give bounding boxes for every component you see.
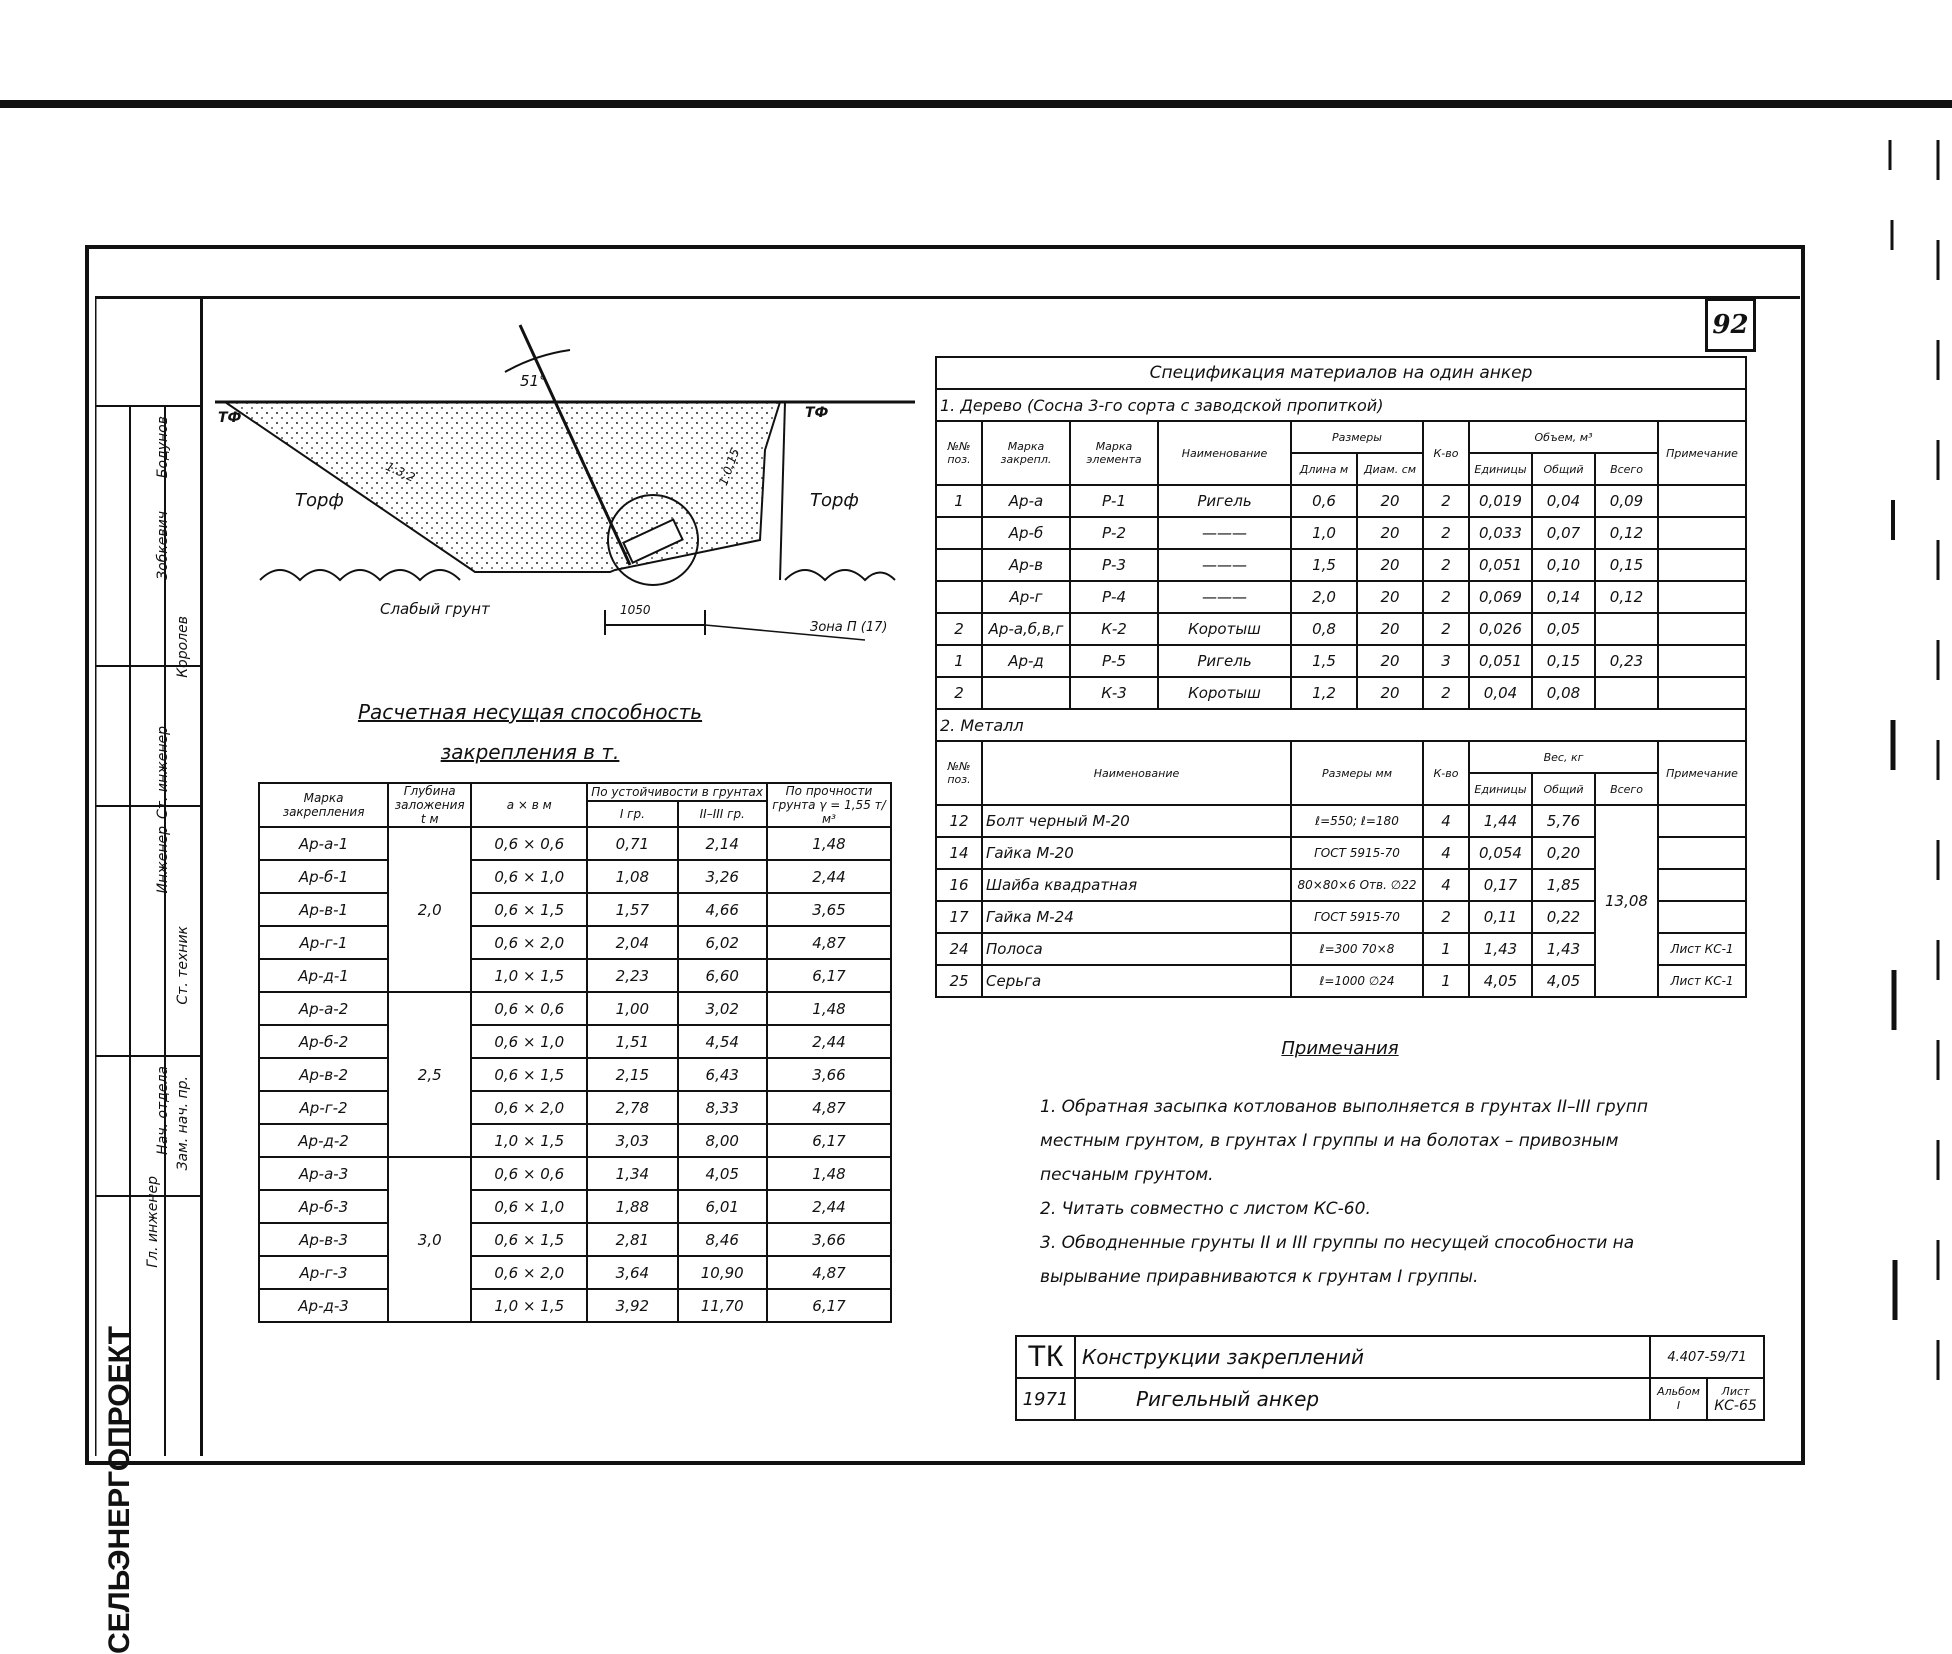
- size-cell: 0,6 × 2,0: [471, 1256, 587, 1289]
- metal-note-cell: [1658, 901, 1746, 933]
- wood-all-cell: 0,12: [1595, 581, 1658, 613]
- wood-diam-cell: 20: [1357, 581, 1423, 613]
- zone-label: Зона П (17): [810, 620, 888, 635]
- wood-row: [936, 613, 1746, 645]
- metal-size-cell: ℓ=1000 ∅24: [1291, 965, 1423, 997]
- strength-cell: 3,65: [767, 893, 891, 926]
- size-cell: 1,0 × 1,5: [471, 959, 587, 992]
- col-group-1: I гр.: [587, 801, 677, 827]
- size-cell: 0,6 × 1,0: [471, 1190, 587, 1223]
- side-row-7: Нач. отдела: [155, 1066, 171, 1155]
- wood-note-cell: [1658, 485, 1746, 517]
- anchor-diagram: [215, 310, 915, 650]
- size-cell: 0,6 × 1,5: [471, 1223, 587, 1256]
- group23-cell: 2,14: [678, 827, 767, 860]
- wood-qty-cell: 3: [1423, 645, 1469, 677]
- capacity-row: [259, 1091, 891, 1124]
- wood-tot-cell: 0,07: [1532, 517, 1595, 549]
- slope-left-label: 1:3,2: [383, 459, 418, 485]
- wood-row: [936, 581, 1746, 613]
- metal-note-cell: Лист КС-1: [1658, 965, 1746, 997]
- capacity-row: [259, 1223, 891, 1256]
- anchor-mark-cell: Ар-в-3: [259, 1223, 388, 1256]
- wood-len-cell: 1,5: [1291, 549, 1357, 581]
- side-row-3: Королев: [175, 616, 191, 678]
- size-cell: 0,6 × 2,0: [471, 926, 587, 959]
- wood-elem-cell: К-3: [1070, 677, 1158, 709]
- org-name: СЕЛЬЭНЕРГОПРОЕКТ: [103, 1326, 136, 1654]
- capacity-row: [259, 1256, 891, 1289]
- strength-cell: 4,87: [767, 1256, 891, 1289]
- wood-unit-cell: 0,033: [1469, 517, 1532, 549]
- anchor-mark-cell: Ар-б-2: [259, 1025, 388, 1058]
- wood-all-cell: 0,09: [1595, 485, 1658, 517]
- wood-all-cell: 0,23: [1595, 645, 1658, 677]
- wood-anchor-cell: Ар-в: [982, 549, 1070, 581]
- note-item-3: 3. Обводненные грунты II и III группы по несущей способности на вырывание приравниваются к грунтам I группы.: [1040, 1233, 1635, 1287]
- wood-diam-cell: 20: [1357, 549, 1423, 581]
- wood-anchor-cell: [982, 677, 1070, 709]
- metal-qty-cell: 4: [1423, 837, 1469, 869]
- wood-len-cell: 1,5: [1291, 645, 1357, 677]
- wood-anchor-cell: Ар-а,б,в,г: [982, 613, 1070, 645]
- side-row-9: Гл. инженер: [145, 1176, 161, 1268]
- strength-cell: 2,44: [767, 1190, 891, 1223]
- group1-cell: 2,04: [587, 926, 677, 959]
- metal-total-cell: 0,22: [1532, 901, 1595, 933]
- anchor-mark-cell: Ар-б-3: [259, 1190, 388, 1223]
- depth-cell: 2,0: [388, 827, 471, 992]
- wood-qty-cell: 2: [1423, 485, 1469, 517]
- wood-note-cell: [1658, 517, 1746, 549]
- group1-cell: 1,51: [587, 1025, 677, 1058]
- metal-unit-cell: 1,44: [1469, 805, 1532, 837]
- group1-cell: 1,34: [587, 1157, 677, 1190]
- strength-cell: 6,17: [767, 959, 891, 992]
- group1-cell: 0,71: [587, 827, 677, 860]
- metal-total-cell: 1,85: [1532, 869, 1595, 901]
- metal-name-cell: Полоса: [982, 933, 1291, 965]
- left-soil-label: Торф: [295, 490, 344, 511]
- wood-diam-cell: 20: [1357, 677, 1423, 709]
- wood-unit-cell: 0,069: [1469, 581, 1532, 613]
- size-cell: 0,6 × 1,0: [471, 860, 587, 893]
- wood-elem-cell: Р-1: [1070, 485, 1158, 517]
- wood-elem-cell: Р-4: [1070, 581, 1158, 613]
- metal-size-cell: ℓ=300 70×8: [1291, 933, 1423, 965]
- metal-name-cell: Болт черный М-20: [982, 805, 1291, 837]
- metal-size-cell: 80×80×6 Отв. ∅22: [1291, 869, 1423, 901]
- wood-name-cell: Коротыш: [1158, 677, 1291, 709]
- capacity-title-2: закрепления в т.: [440, 740, 620, 764]
- size-cell: 0,6 × 0,6: [471, 1157, 587, 1190]
- metal-col-size: Размеры мм: [1291, 741, 1423, 805]
- wood-note-cell: [1658, 645, 1746, 677]
- wood-row: [936, 517, 1746, 549]
- strength-cell: 6,17: [767, 1289, 891, 1322]
- wood-diam-cell: 20: [1357, 613, 1423, 645]
- wood-row: [936, 677, 1746, 709]
- anchor-mark-cell: Ар-г-1: [259, 926, 388, 959]
- side-row-8: Зам. нач. пр.: [175, 1076, 191, 1171]
- side-row-1: Бодунов: [155, 416, 171, 479]
- side-row-5: Инженер: [155, 826, 171, 894]
- metal-total-cell: 0,20: [1532, 837, 1595, 869]
- metal-qty-cell: 4: [1423, 805, 1469, 837]
- group23-cell: 8,33: [678, 1091, 767, 1124]
- capacity-row: [259, 827, 891, 860]
- group23-cell: 4,05: [678, 1157, 767, 1190]
- capacity-row: [259, 1058, 891, 1091]
- metal-pos-cell: 25: [936, 965, 982, 997]
- wood-pos-cell: [936, 549, 982, 581]
- side-stamp-block: [95, 296, 203, 1654]
- group1-cell: 1,00: [587, 992, 677, 1025]
- size-cell: 0,6 × 1,5: [471, 1058, 587, 1091]
- capacity-row: [259, 860, 891, 893]
- wood-tot-cell: 0,10: [1532, 549, 1595, 581]
- metal-col-all: Всего: [1595, 773, 1658, 805]
- wood-all-cell: 0,15: [1595, 549, 1658, 581]
- group23-cell: 8,46: [678, 1223, 767, 1256]
- wood-pos-cell: 2: [936, 677, 982, 709]
- wood-len-cell: 2,0: [1291, 581, 1357, 613]
- wood-unit-cell: 0,051: [1469, 645, 1532, 677]
- spec-title: Спецификация материалов на один анкер: [936, 357, 1746, 389]
- wood-qty-cell: 2: [1423, 613, 1469, 645]
- col-size: a × в м: [471, 783, 587, 827]
- size-cell: 1,0 × 1,5: [471, 1289, 587, 1322]
- note-item-1: 1. Обратная засыпка котлованов выполняется в грунтах II–III групп местным грунтом, в грунтах I группы и на болотах – привозным песчаным грунтом.: [1040, 1097, 1648, 1185]
- wood-diam-cell: 20: [1357, 645, 1423, 677]
- wood-name-cell: ———: [1158, 549, 1291, 581]
- side-grid-lines: [95, 296, 200, 1456]
- col-depth: Глубина заложения t м: [388, 783, 471, 827]
- col-stability: По устойчивости в грунтах: [587, 783, 767, 801]
- group23-cell: 6,43: [678, 1058, 767, 1091]
- anchor-mark-cell: Ар-а-2: [259, 992, 388, 1025]
- metal-pos-cell: 14: [936, 837, 982, 869]
- metal-name-cell: Серьга: [982, 965, 1291, 997]
- wood-elem-cell: Р-2: [1070, 517, 1158, 549]
- metal-pos-cell: 17: [936, 901, 982, 933]
- metal-pos-cell: 24: [936, 933, 982, 965]
- size-cell: 1,0 × 1,5: [471, 1124, 587, 1157]
- metal-name-cell: Гайка М-20: [982, 837, 1291, 869]
- wood-tot-cell: 0,05: [1532, 613, 1595, 645]
- metal-pos-cell: 12: [936, 805, 982, 837]
- wood-anchor-cell: Ар-д: [982, 645, 1070, 677]
- metal-unit-cell: 0,17: [1469, 869, 1532, 901]
- specification-table: [935, 356, 1747, 998]
- wood-anchor-cell: Ар-г: [982, 581, 1070, 613]
- anchor-mark-cell: Ар-д-1: [259, 959, 388, 992]
- group23-cell: 6,01: [678, 1190, 767, 1223]
- group23-cell: 6,60: [678, 959, 767, 992]
- angle-label: 51°: [520, 372, 547, 390]
- side-row-4: Ст. инженер: [155, 726, 171, 819]
- size-cell: 0,6 × 0,6: [471, 827, 587, 860]
- wood-name-cell: Коротыш: [1158, 613, 1291, 645]
- metal-name-cell: Гайка М-24: [982, 901, 1291, 933]
- strength-cell: 4,87: [767, 926, 891, 959]
- group1-cell: 3,64: [587, 1256, 677, 1289]
- wood-anchor-cell: Ар-а: [982, 485, 1070, 517]
- wood-col-note: Примечание: [1658, 421, 1746, 485]
- margin-marks: [1880, 140, 1950, 1450]
- wood-tot-cell: 0,15: [1532, 645, 1595, 677]
- metal-col-name: Наименование: [982, 741, 1291, 805]
- group1-cell: 3,03: [587, 1124, 677, 1157]
- strength-cell: 4,87: [767, 1091, 891, 1124]
- notes-heading: Примечания: [1281, 1038, 1399, 1059]
- wood-col-diam: Диам. см: [1357, 453, 1423, 485]
- wood-diam-cell: 20: [1357, 517, 1423, 549]
- wood-col-all: Всего: [1595, 453, 1658, 485]
- wood-tot-cell: 0,14: [1532, 581, 1595, 613]
- group1-cell: 2,78: [587, 1091, 677, 1124]
- group1-cell: 2,15: [587, 1058, 677, 1091]
- wood-pos-cell: [936, 517, 982, 549]
- wood-name-cell: Ригель: [1158, 485, 1291, 517]
- wood-row: [936, 645, 1746, 677]
- metal-unit-cell: 1,43: [1469, 933, 1532, 965]
- group1-cell: 3,92: [587, 1289, 677, 1322]
- metal-qty-cell: 4: [1423, 869, 1469, 901]
- metal-unit-cell: 0,054: [1469, 837, 1532, 869]
- wood-name-cell: ———: [1158, 581, 1291, 613]
- project-code: 4.407-59/71: [1650, 1336, 1764, 1378]
- album-value: I: [1676, 1399, 1681, 1412]
- sheet-number: 92: [1705, 298, 1756, 352]
- anchor-mark-cell: Ар-г-2: [259, 1091, 388, 1124]
- metal-note-cell: Лист КС-1: [1658, 933, 1746, 965]
- wood-tot-cell: 0,08: [1532, 677, 1595, 709]
- slope-right-label: 1:0,15: [716, 446, 743, 488]
- metal-qty-cell: 1: [1423, 965, 1469, 997]
- year: 1971: [1016, 1378, 1075, 1420]
- wood-len-cell: 1,2: [1291, 677, 1357, 709]
- wood-col-qty: К-во: [1423, 421, 1469, 485]
- metal-size-cell: ℓ=550; ℓ=180: [1291, 805, 1423, 837]
- metal-col-weight: Вес, кг: [1469, 741, 1658, 773]
- wood-unit-cell: 0,051: [1469, 549, 1532, 581]
- strength-cell: 2,44: [767, 860, 891, 893]
- wood-note-cell: [1658, 613, 1746, 645]
- metal-unit-cell: 4,05: [1469, 965, 1532, 997]
- group23-cell: 11,70: [678, 1289, 767, 1322]
- wood-col-elem: Марка элемента: [1070, 421, 1158, 485]
- left-ground-mark: ТФ: [218, 410, 242, 426]
- capacity-row: [259, 1157, 891, 1190]
- wood-len-cell: 0,8: [1291, 613, 1357, 645]
- tk-label: ТК: [1016, 1336, 1075, 1378]
- metal-col-total: Общий: [1532, 773, 1595, 805]
- strength-cell: 3,66: [767, 1223, 891, 1256]
- wood-tot-cell: 0,04: [1532, 485, 1595, 517]
- strength-cell: 3,66: [767, 1058, 891, 1091]
- right-soil-label: Торф: [810, 490, 859, 511]
- metal-note-cell: [1658, 837, 1746, 869]
- wood-elem-cell: Р-3: [1070, 549, 1158, 581]
- strength-cell: 2,44: [767, 1025, 891, 1058]
- depth-cell: 2,5: [388, 992, 471, 1157]
- metal-all-cell: 13,08: [1595, 805, 1658, 997]
- anchor-mark-cell: Ар-д-3: [259, 1289, 388, 1322]
- wood-pos-cell: 1: [936, 645, 982, 677]
- wood-len-cell: 1,0: [1291, 517, 1357, 549]
- wood-anchor-cell: Ар-б: [982, 517, 1070, 549]
- group1-cell: 1,08: [587, 860, 677, 893]
- capacity-row: [259, 1124, 891, 1157]
- metal-qty-cell: 1: [1423, 933, 1469, 965]
- wood-unit-cell: 0,04: [1469, 677, 1532, 709]
- note-item-2: 2. Читать совместно с листом КС-60.: [1040, 1199, 1371, 1219]
- strength-cell: 1,48: [767, 992, 891, 1025]
- metal-unit-cell: 0,11: [1469, 901, 1532, 933]
- wood-col-anchor: Марка закрепл.: [982, 421, 1070, 485]
- wood-unit-cell: 0,019: [1469, 485, 1532, 517]
- group23-cell: 4,66: [678, 893, 767, 926]
- wood-elem-cell: Р-5: [1070, 645, 1158, 677]
- wood-unit-cell: 0,026: [1469, 613, 1532, 645]
- wood-qty-cell: 2: [1423, 581, 1469, 613]
- group1-cell: 2,81: [587, 1223, 677, 1256]
- wood-note-cell: [1658, 677, 1746, 709]
- wood-elem-cell: К-2: [1070, 613, 1158, 645]
- strength-cell: 6,17: [767, 1124, 891, 1157]
- metal-note-cell: [1658, 869, 1746, 901]
- wood-diam-cell: 20: [1357, 485, 1423, 517]
- capacity-row: [259, 992, 891, 1025]
- wood-all-cell: 0,12: [1595, 517, 1658, 549]
- bottom-soil-label: Слабый грунт: [380, 600, 490, 618]
- metal-col-qty: К-во: [1423, 741, 1469, 805]
- anchor-mark-cell: Ар-в-2: [259, 1058, 388, 1091]
- metal-total-cell: 4,05: [1532, 965, 1595, 997]
- group23-cell: 4,54: [678, 1025, 767, 1058]
- depth-cell: 3,0: [388, 1157, 471, 1322]
- capacity-table: [258, 782, 892, 1323]
- anchor-mark-cell: Ар-б-1: [259, 860, 388, 893]
- wood-qty-cell: 2: [1423, 517, 1469, 549]
- wood-col-unit: Единицы: [1469, 453, 1532, 485]
- metal-row: [936, 805, 1746, 837]
- capacity-row: [259, 959, 891, 992]
- capacity-row: [259, 1025, 891, 1058]
- capacity-row: [259, 1289, 891, 1322]
- size-cell: 0,6 × 1,5: [471, 893, 587, 926]
- wood-len-cell: 0,6: [1291, 485, 1357, 517]
- metal-total-cell: 1,43: [1532, 933, 1595, 965]
- size-cell: 0,6 × 2,0: [471, 1091, 587, 1124]
- group23-cell: 10,90: [678, 1256, 767, 1289]
- metal-section-title: 2. Металл: [936, 709, 1746, 741]
- side-row-6: Ст. техник: [175, 926, 191, 1005]
- notes-list: [1040, 1090, 1690, 1294]
- wood-qty-cell: 2: [1423, 677, 1469, 709]
- group23-cell: 3,02: [678, 992, 767, 1025]
- wood-row: [936, 549, 1746, 581]
- anchor-mark-cell: Ар-а-1: [259, 827, 388, 860]
- metal-col-pos: №№ поз.: [936, 741, 982, 805]
- sheet-label: Лист: [1721, 1385, 1750, 1398]
- group1-cell: 1,57: [587, 893, 677, 926]
- metal-size-cell: ГОСТ 5915-70: [1291, 837, 1423, 869]
- strength-cell: 1,48: [767, 827, 891, 860]
- dimension-label: 1050: [620, 603, 651, 617]
- group1-cell: 1,88: [587, 1190, 677, 1223]
- anchor-mark-cell: Ар-в-1: [259, 893, 388, 926]
- col-mark: Марка закрепления: [259, 783, 388, 827]
- wood-note-cell: [1658, 549, 1746, 581]
- anchor-mark-cell: Ар-г-3: [259, 1256, 388, 1289]
- group23-cell: 6,02: [678, 926, 767, 959]
- metal-qty-cell: 2: [1423, 901, 1469, 933]
- title-block: [1015, 1335, 1765, 1421]
- wood-section-title: 1. Дерево (Сосна 3-го сорта с заводской пропиткой): [936, 389, 1746, 421]
- wood-note-cell: [1658, 581, 1746, 613]
- title-line-1: Конструкции закреплений: [1075, 1336, 1650, 1378]
- capacity-row: [259, 893, 891, 926]
- capacity-title-1: Расчетная несущая способность: [357, 700, 703, 724]
- sheet-code: КС-65: [1714, 1398, 1757, 1414]
- album-label: Альбом: [1657, 1385, 1700, 1398]
- size-cell: 0,6 × 1,0: [471, 1025, 587, 1058]
- title-line-2: Ригельный анкер: [1075, 1378, 1650, 1420]
- wood-pos-cell: [936, 581, 982, 613]
- capacity-row: [259, 1190, 891, 1223]
- metal-col-unit: Единицы: [1469, 773, 1532, 805]
- wood-name-cell: Ригель: [1158, 645, 1291, 677]
- strength-cell: 1,48: [767, 1157, 891, 1190]
- wood-col-volume: Объем, м³: [1469, 421, 1658, 453]
- wood-pos-cell: 1: [936, 485, 982, 517]
- wood-col-pos: №№ поз.: [936, 421, 982, 485]
- wood-pos-cell: 2: [936, 613, 982, 645]
- wood-name-cell: ———: [1158, 517, 1291, 549]
- top-border-line: [0, 100, 1952, 108]
- wood-all-cell: [1595, 613, 1658, 645]
- wood-qty-cell: 2: [1423, 549, 1469, 581]
- side-row-2: Зобкевич: [155, 511, 171, 580]
- group1-cell: 2,23: [587, 959, 677, 992]
- anchor-mark-cell: Ар-д-2: [259, 1124, 388, 1157]
- metal-col-note: Примечание: [1658, 741, 1746, 805]
- wood-col-length: Длина м: [1291, 453, 1357, 485]
- wood-col-size: Размеры: [1291, 421, 1423, 453]
- metal-pos-cell: 16: [936, 869, 982, 901]
- right-ground-mark: ТФ: [805, 405, 829, 421]
- metal-note-cell: [1658, 805, 1746, 837]
- group23-cell: 3,26: [678, 860, 767, 893]
- metal-name-cell: Шайба квадратная: [982, 869, 1291, 901]
- metal-size-cell: ГОСТ 5915-70: [1291, 901, 1423, 933]
- col-group-2-3: II–III гр.: [678, 801, 767, 827]
- wood-col-name: Наименование: [1158, 421, 1291, 485]
- sheet-inner-top-line: [95, 296, 1800, 299]
- wood-all-cell: [1595, 677, 1658, 709]
- wood-col-total: Общий: [1532, 453, 1595, 485]
- metal-total-cell: 5,76: [1532, 805, 1595, 837]
- wood-row: [936, 485, 1746, 517]
- group23-cell: 8,00: [678, 1124, 767, 1157]
- col-strength: По прочности грунта γ = 1,55 т/м³: [767, 783, 891, 827]
- size-cell: 0,6 × 0,6: [471, 992, 587, 1025]
- anchor-mark-cell: Ар-а-3: [259, 1157, 388, 1190]
- capacity-row: [259, 926, 891, 959]
